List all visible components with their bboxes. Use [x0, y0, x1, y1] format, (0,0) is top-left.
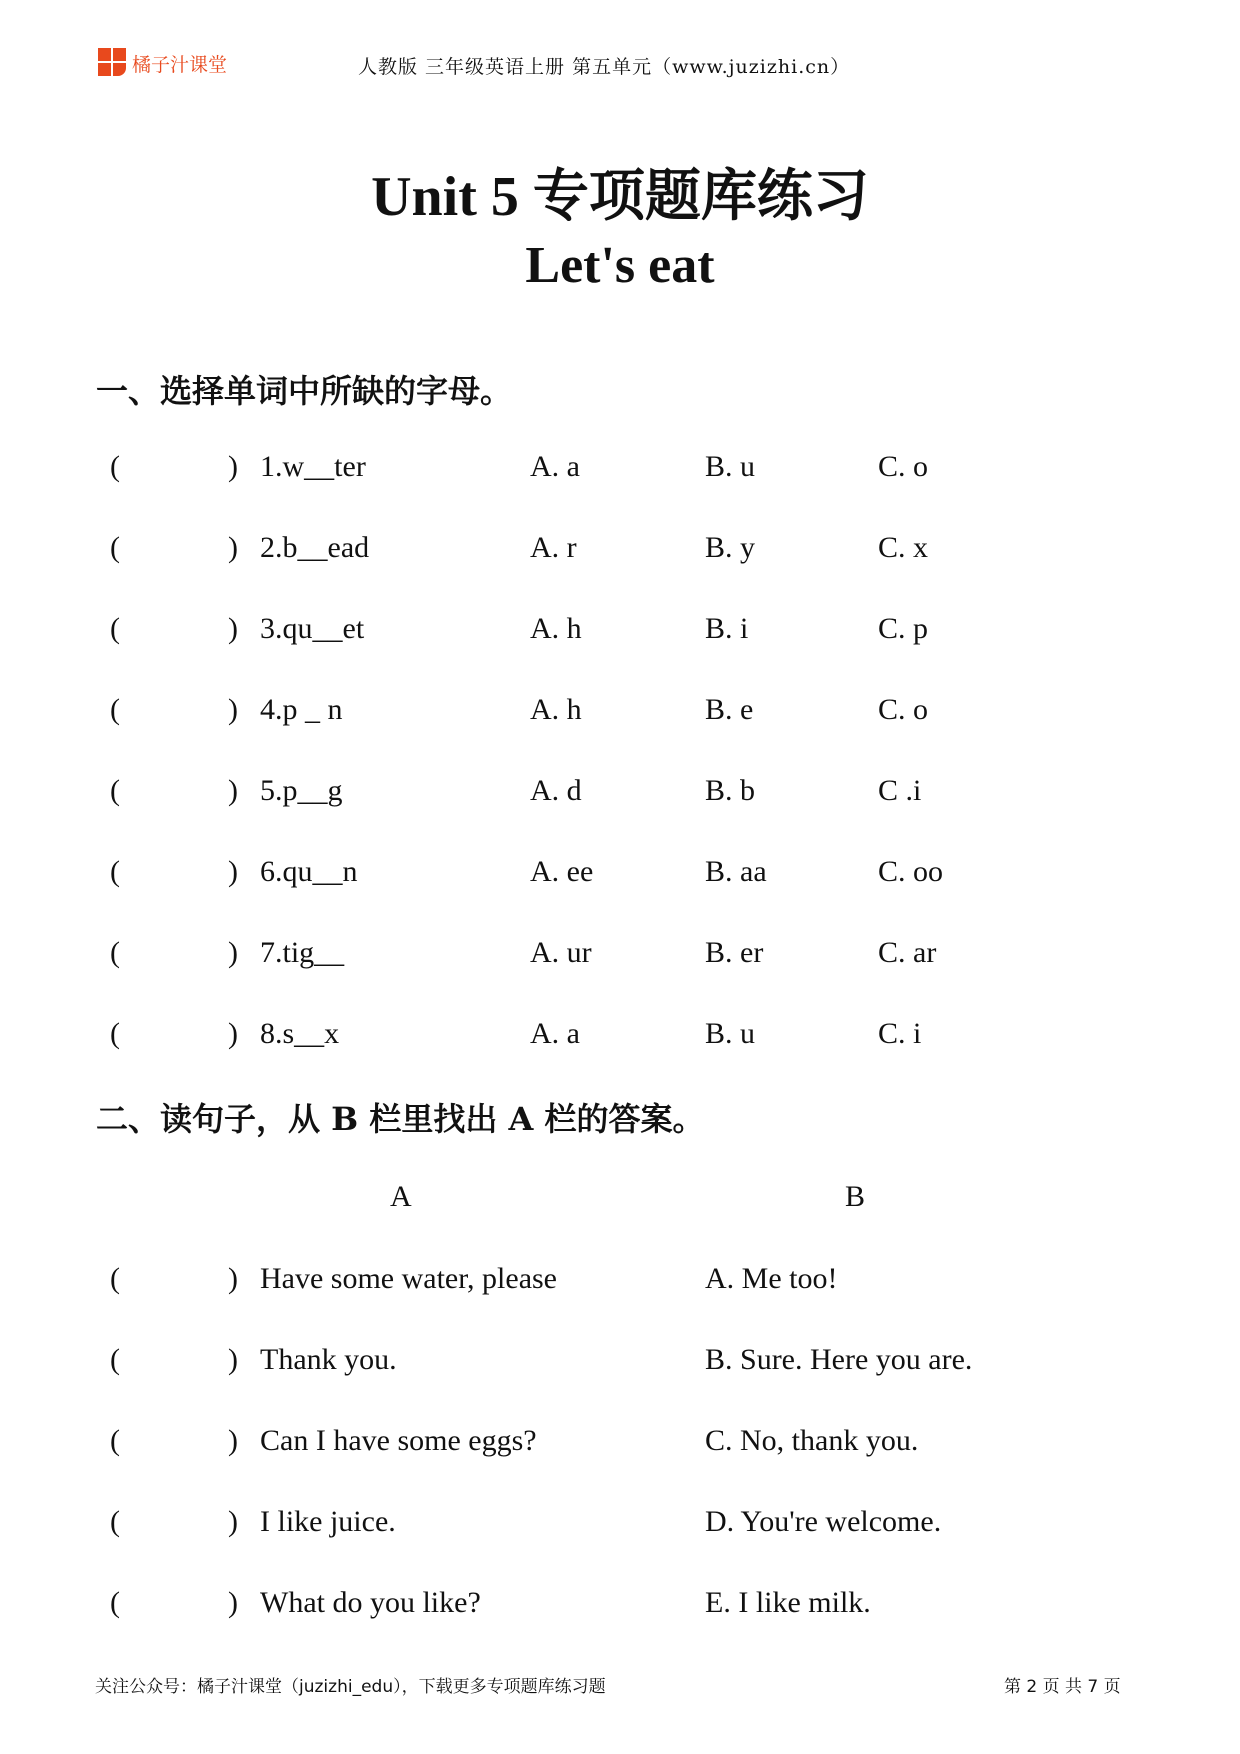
question-row — [0, 936, 1240, 976]
answer-paren-open: ( — [110, 693, 120, 726]
option-c: C .i — [878, 774, 922, 807]
option-a: A. a — [530, 450, 580, 483]
answer-paren-close: ) — [228, 855, 238, 888]
page-number: 第 2 页 共 7 页 — [1004, 1677, 1121, 1697]
answer-paren-close: ) — [228, 450, 238, 483]
option-b: B. er — [705, 936, 764, 969]
option-c: C. x — [878, 531, 929, 564]
question-text: 3.qu__et — [260, 612, 365, 645]
option-b: B. i — [705, 612, 749, 645]
answer-b: C. No, thank you. — [705, 1424, 919, 1457]
question-text: 1.w__ter — [260, 450, 366, 483]
question-text: 7.tig__ — [260, 936, 345, 969]
answer-paren-close: ) — [228, 693, 238, 726]
sentence-a: Thank you. — [260, 1343, 397, 1376]
question-text: 5.p__g — [260, 774, 343, 807]
option-a: A. h — [530, 612, 582, 645]
answer-b: D. You're welcome. — [705, 1505, 942, 1538]
match-row — [0, 1586, 1240, 1626]
option-c: C. o — [878, 450, 929, 483]
match-row — [0, 1262, 1240, 1302]
answer-paren-close: ) — [228, 1017, 238, 1050]
section1-heading: 一、选择单词中所缺的字母。 — [96, 372, 513, 410]
answer-paren-open: ( — [110, 1424, 120, 1457]
section2-heading: 二、读句子，从 B 栏里找出 A 栏的答案。 — [96, 1100, 705, 1138]
answer-paren-open: ( — [110, 855, 120, 888]
answer-paren-open: ( — [110, 1586, 120, 1619]
answer-paren-open: ( — [110, 1262, 120, 1295]
sentence-a: I like juice. — [260, 1505, 396, 1538]
column-b-label: B — [845, 1180, 866, 1213]
column-headers — [0, 1180, 1240, 1220]
logo — [98, 48, 227, 78]
option-c: C. oo — [878, 855, 944, 888]
question-row — [0, 855, 1240, 895]
option-a: A. h — [530, 693, 582, 726]
question-text: 2.b__ead — [260, 531, 370, 564]
answer-b: B. Sure. Here you are. — [705, 1343, 973, 1376]
page-subtitle: Let's eat — [525, 237, 715, 294]
answer-paren-open: ( — [110, 1505, 120, 1538]
question-row — [0, 450, 1240, 490]
answer-paren-close: ) — [228, 1343, 238, 1376]
match-row — [0, 1343, 1240, 1383]
answer-paren-open: ( — [110, 1343, 120, 1376]
option-c: C. o — [878, 693, 929, 726]
match-row — [0, 1424, 1240, 1464]
answer-paren-open: ( — [110, 1017, 120, 1050]
answer-paren-open: ( — [110, 531, 120, 564]
sentence-a: Have some water, please — [260, 1262, 557, 1295]
option-c: C. ar — [878, 936, 937, 969]
answer-paren-close: ) — [228, 1424, 238, 1457]
option-b: B. y — [705, 531, 756, 564]
question-row — [0, 531, 1240, 571]
option-c: C. i — [878, 1017, 922, 1050]
answer-paren-close: ) — [228, 936, 238, 969]
sentence-a: What do you like? — [260, 1586, 481, 1619]
question-text: 8.s__x — [260, 1017, 340, 1050]
answer-paren-open: ( — [110, 774, 120, 807]
answer-paren-close: ) — [228, 612, 238, 645]
question-text: 6.qu__n — [260, 855, 358, 888]
option-b: B. u — [705, 1017, 756, 1050]
logo-text: 橘子汁课堂 — [132, 53, 228, 76]
answer-paren-close: ) — [228, 1586, 238, 1619]
answer-paren-open: ( — [110, 612, 120, 645]
answer-paren-close: ) — [228, 1262, 238, 1295]
option-b: B. u — [705, 450, 756, 483]
logo-icon — [98, 48, 128, 78]
answer-paren-open: ( — [110, 450, 120, 483]
option-b: B. b — [705, 774, 756, 807]
option-a: A. ee — [530, 855, 594, 888]
header-title: 人教版 三年级英语上册 第五单元（www.juzizhi.cn） — [358, 56, 851, 78]
answer-paren-close: ) — [228, 774, 238, 807]
match-row — [0, 1505, 1240, 1545]
question-row — [0, 774, 1240, 814]
option-b: B. e — [705, 693, 754, 726]
option-a: A. r — [530, 531, 577, 564]
question-row — [0, 612, 1240, 652]
question-text: 4.p _ n — [260, 693, 343, 726]
option-a: A. ur — [530, 936, 592, 969]
option-a: A. d — [530, 774, 582, 807]
answer-b: E. I like milk. — [705, 1586, 871, 1619]
sentence-a: Can I have some eggs? — [260, 1424, 537, 1457]
page-header — [98, 48, 1168, 88]
option-c: C. p — [878, 612, 929, 645]
option-b: B. aa — [705, 855, 767, 888]
question-row — [0, 1017, 1240, 1057]
answer-paren-open: ( — [110, 936, 120, 969]
option-a: A. a — [530, 1017, 580, 1050]
footer-note: 关注公众号：橘子汁课堂（juzizhi_edu），下载更多专项题库练习题 — [95, 1677, 606, 1697]
page-title: Unit 5 专项题库练习 — [371, 166, 869, 228]
column-a-label: A — [390, 1180, 412, 1213]
answer-b: A. Me too! — [705, 1262, 838, 1295]
question-row — [0, 693, 1240, 733]
answer-paren-close: ) — [228, 1505, 238, 1538]
answer-paren-close: ) — [228, 531, 238, 564]
